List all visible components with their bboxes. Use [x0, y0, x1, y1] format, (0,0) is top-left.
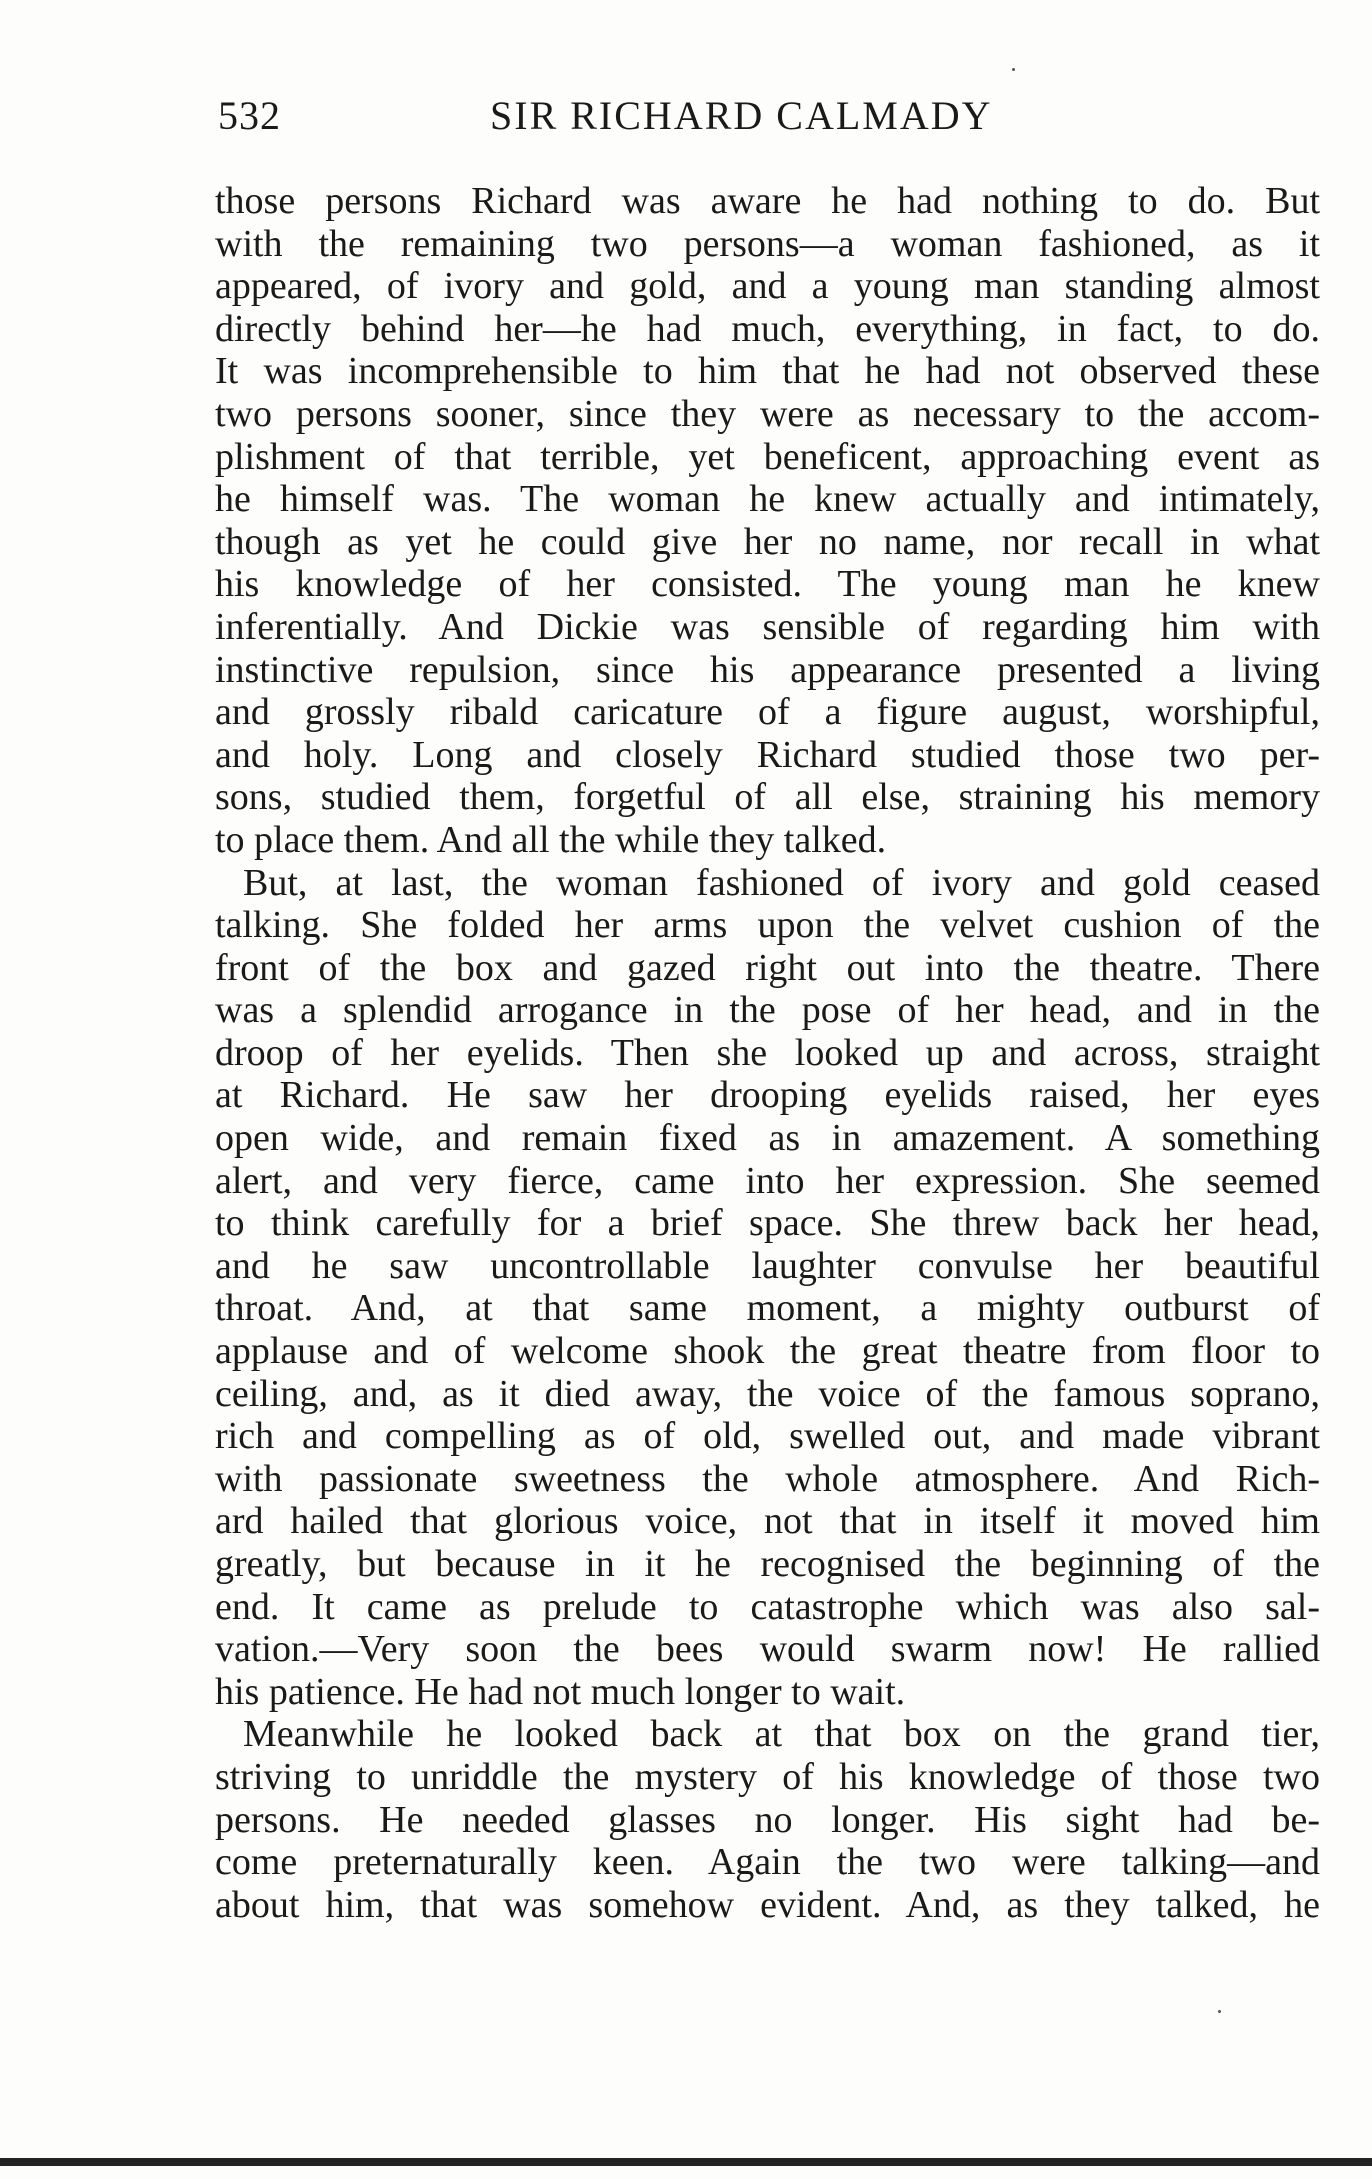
- text-line: ard hailed that glorious voice, not that in itself it moved him: [215, 1500, 1320, 1543]
- print-speck: [1012, 68, 1015, 71]
- text-line: directly behind her—he had much, everything, in fact, to do.: [215, 307, 1320, 350]
- text-line: he himself was. The woman he knew actually and intimately,: [215, 478, 1320, 521]
- paragraph-start-line: Meanwhile he looked back at that box on the grand tier,: [243, 1713, 1320, 1756]
- text-line: plishment of that terrible, yet beneficent, approaching event as: [215, 435, 1320, 478]
- text-line: to think carefully for a brief space. She threw back her head,: [215, 1202, 1320, 1245]
- text-line: alert, and very fierce, came into her expression. She seemed: [215, 1159, 1320, 1202]
- text-line: talking. She folded her arms upon the velvet cushion of the: [215, 904, 1320, 947]
- text-line: come preternaturally keen. Again the two were talking—and: [215, 1841, 1320, 1884]
- text-line: front of the box and gazed right out into the theatre. There: [215, 946, 1320, 989]
- text-line: was a splendid arrogance in the pose of her head, and in the: [215, 989, 1320, 1032]
- text-line: his knowledge of her consisted. The young man he knew: [215, 563, 1320, 606]
- paragraph-end-line: to place them. And all the while they talked.: [215, 818, 887, 861]
- text-line: though as yet he could give her no name, nor recall in what: [215, 520, 1320, 563]
- scan-edge-rule: [0, 2158, 1372, 2166]
- text-line: instinctive repulsion, since his appearance presented a living: [215, 648, 1320, 691]
- page-number: 532: [218, 93, 281, 138]
- print-speck: [1218, 2010, 1221, 2013]
- text-line: with the remaining two persons—a woman fashioned, as it: [215, 222, 1320, 265]
- text-line: rich and compelling as of old, swelled out, and made vibrant: [215, 1415, 1320, 1458]
- text-line: sons, studied them, forgetful of all else, straining his memory: [215, 776, 1320, 819]
- text-line: those persons Richard was aware he had nothing to do. But: [215, 180, 1320, 222]
- body-text: [215, 180, 1320, 1926]
- text-line: with passionate sweetness the whole atmosphere. And Rich-: [215, 1457, 1320, 1500]
- running-head: [218, 92, 1318, 152]
- running-title: SIR RICHARD CALMADY: [490, 93, 993, 138]
- text-line: vation.—Very soon the bees would swarm now! He rallied: [215, 1628, 1320, 1671]
- text-line: and holy. Long and closely Richard studied those two per-: [215, 733, 1320, 776]
- text-line: inferentially. And Dickie was sensible of regarding him with: [215, 605, 1320, 648]
- text-line: It was incomprehensible to him that he had not observed these: [215, 350, 1320, 393]
- text-line: persons. He needed glasses no longer. His sight had be-: [215, 1798, 1320, 1841]
- text-line: greatly, but because in it he recognised the beginning of the: [215, 1543, 1320, 1585]
- text-line: droop of her eyelids. Then she looked up and across, straight: [215, 1031, 1320, 1074]
- paragraph-start-line: But, at last, the woman fashioned of ivory and gold ceased: [243, 861, 1320, 904]
- text-line: applause and of welcome shook the great theatre from floor to: [215, 1330, 1320, 1373]
- text-line: striving to unriddle the mystery of his knowledge of those two: [215, 1755, 1320, 1798]
- text-line: at Richard. He saw her drooping eyelids raised, her eyes: [215, 1074, 1320, 1117]
- text-line: end. It came as prelude to catastrophe which was also sal-: [215, 1585, 1320, 1628]
- text-line: and grossly ribald caricature of a figure august, worshipful,: [215, 691, 1320, 734]
- text-line: appeared, of ivory and gold, and a young man standing almost: [215, 265, 1320, 308]
- text-line: open wide, and remain fixed as in amazement. A something: [215, 1117, 1320, 1160]
- text-line: about him, that was somehow evident. And, as they talked, he: [215, 1883, 1320, 1926]
- text-line: and he saw uncontrollable laughter convulse her beautiful: [215, 1244, 1320, 1287]
- text-line: two persons sooner, since they were as necessary to the accom-: [215, 392, 1320, 435]
- paragraph-end-line: his patience. He had not much longer to wait.: [215, 1670, 906, 1713]
- text-line: ceiling, and, as it died away, the voice of the famous soprano,: [215, 1372, 1320, 1415]
- text-line: throat. And, at that same moment, a mighty outburst of: [215, 1287, 1320, 1330]
